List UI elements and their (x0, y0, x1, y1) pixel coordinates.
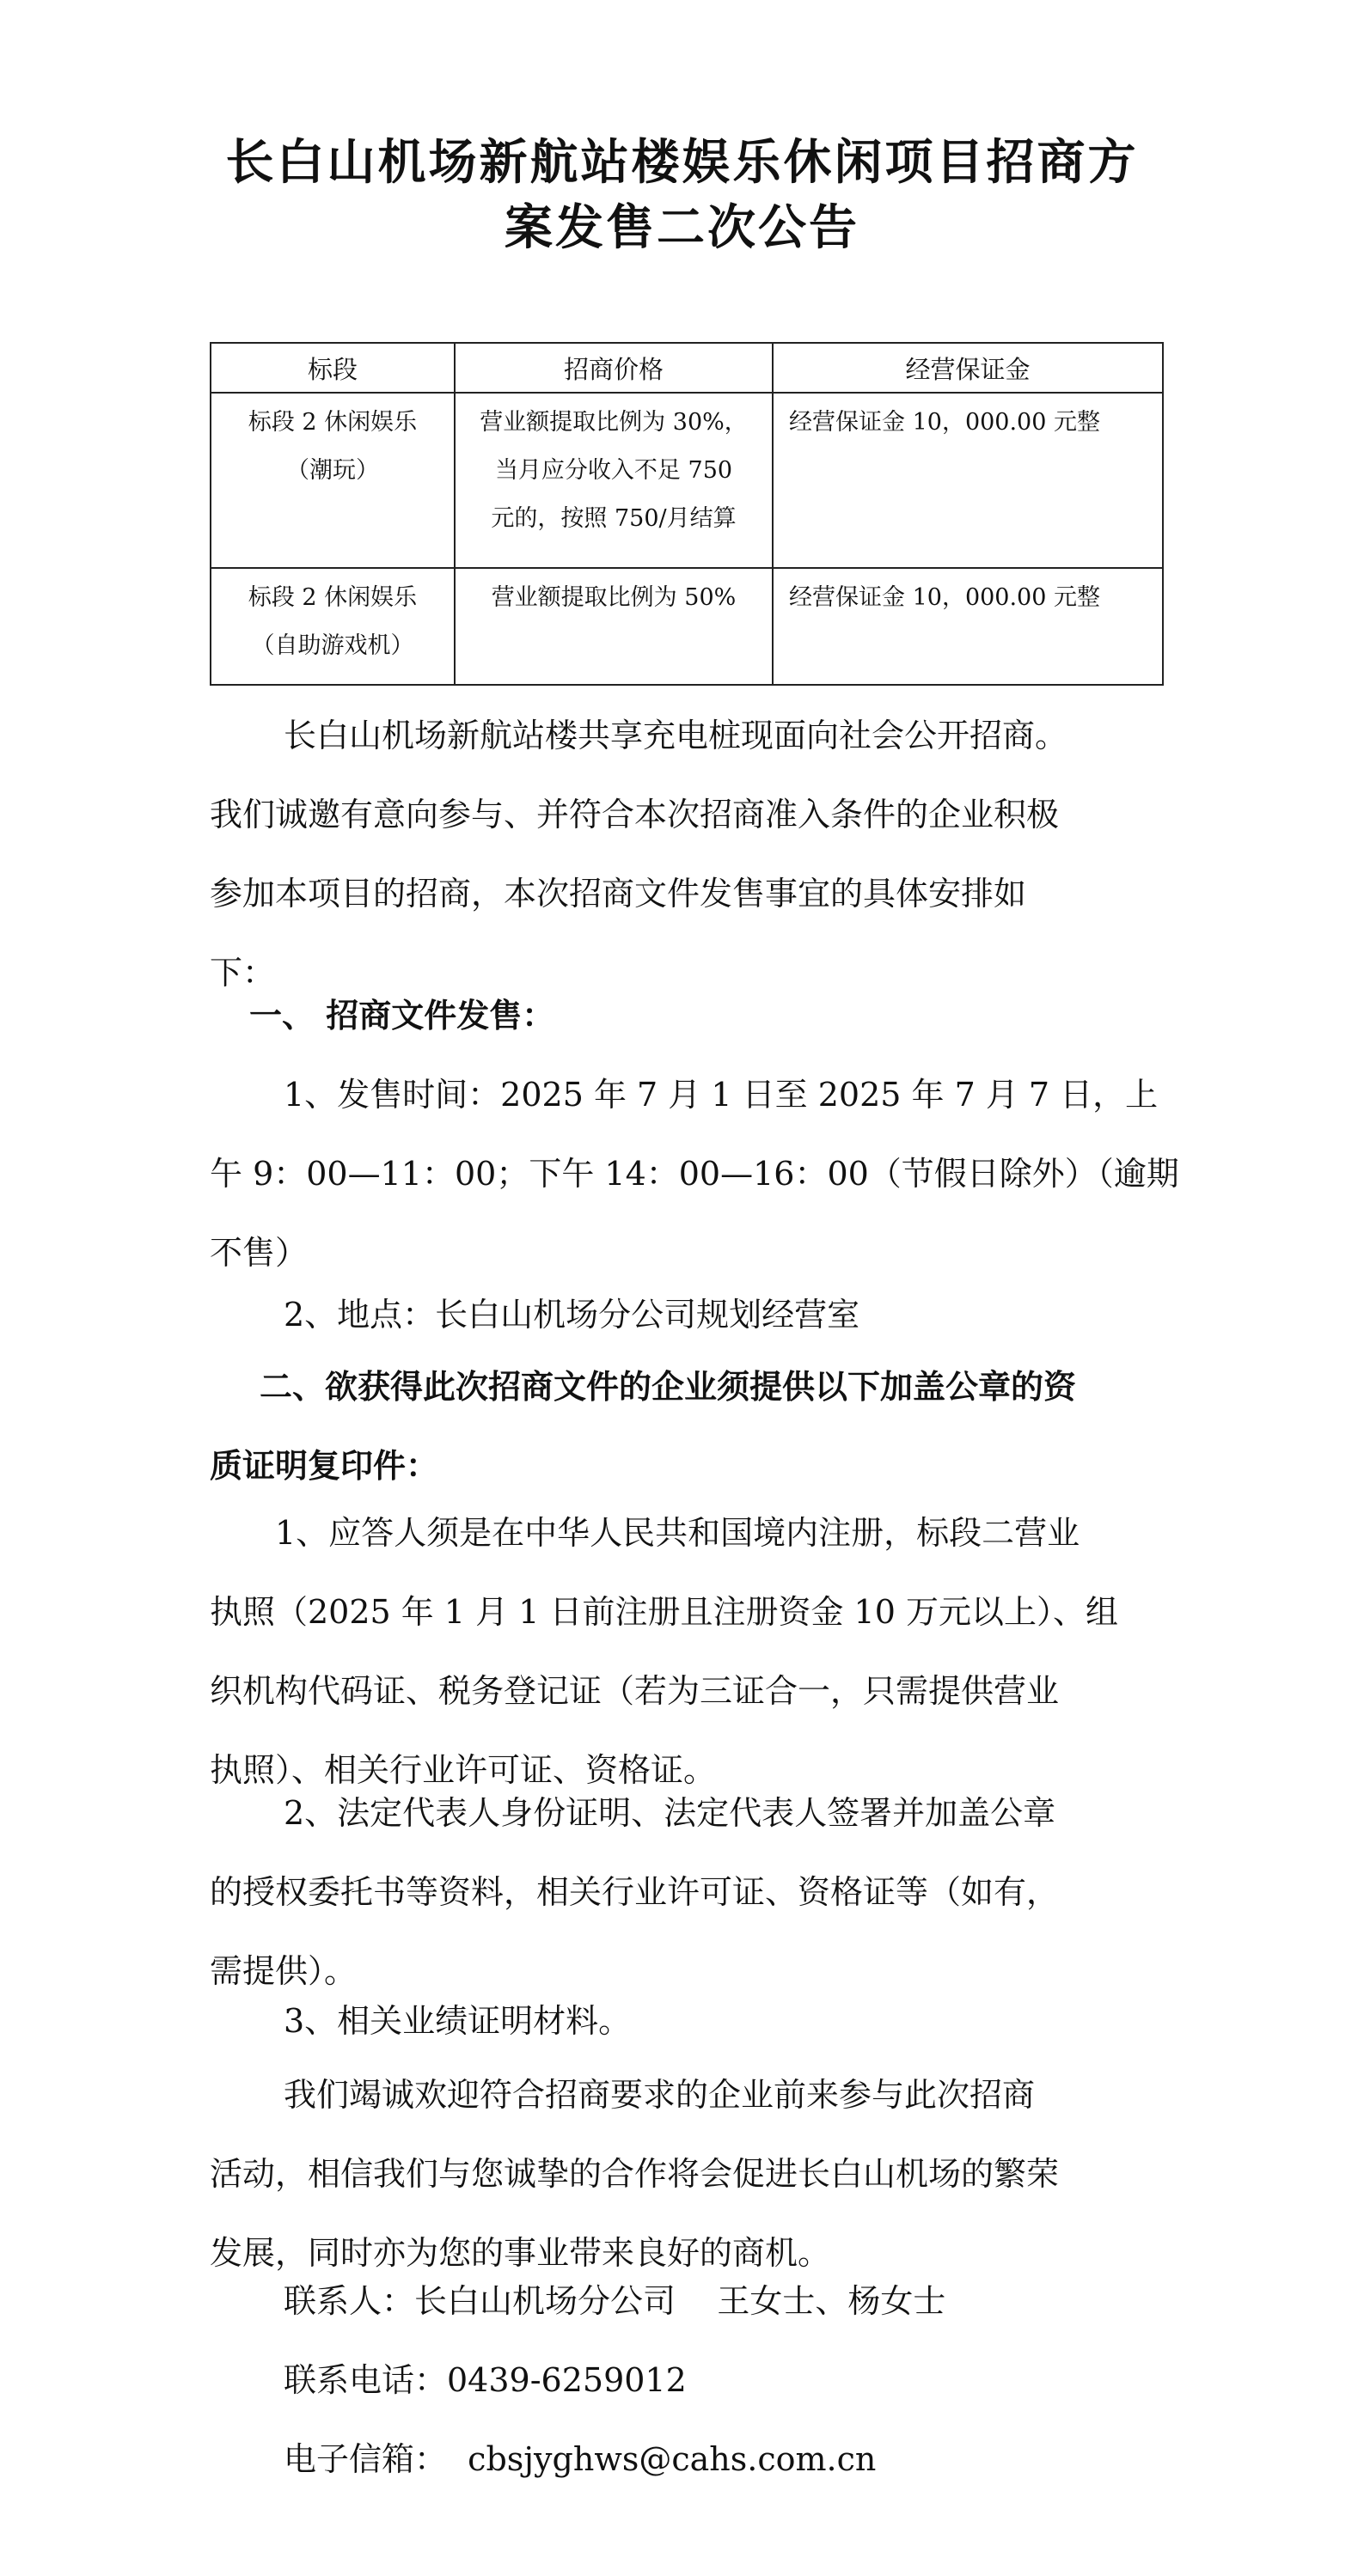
paragraph-line: 长白山机场新航站楼共享充电桩现面向社会公开招商。 (284, 717, 1068, 754)
paragraph-line: 2、法定代表人身份证明、法定代表人签署并加盖公章 (284, 1794, 1056, 1832)
header-price: 招商价格 (455, 343, 773, 393)
paragraph-line: 参加本项目的招商，本次招商文件发售事宜的具体安排如 (210, 875, 1027, 913)
paragraph-line: 不售） (210, 1234, 309, 1272)
section-2-heading (210, 1347, 1162, 1505)
section-heading: 一、 招商文件发售： (249, 996, 555, 1035)
contact-person: 联系人：长白山机场分公司 王女士、杨女士 (284, 2282, 946, 2320)
price-line: 元的，按照 750/月结算 (491, 505, 737, 532)
paragraph-line: 1、应答人须是在中华人民共和国境内注册，标段二营业 (275, 1514, 1080, 1552)
intro-paragraph (210, 696, 1162, 1012)
deposit-cell (773, 568, 1163, 685)
section-1-item-1 (210, 1055, 1179, 1292)
paragraph-line: 我们诚邀有意向参与、并符合本次招商准入条件的企业积极 (210, 796, 1060, 833)
price-line: 营业额提取比例为 50% (491, 584, 737, 611)
deposit-cell (773, 393, 1163, 568)
header-section: 标段 (211, 343, 455, 393)
header-deposit: 经营保证金 (773, 343, 1163, 393)
paragraph-line: 的授权委托书等资料，相关行业许可证、资格证等（如有， (210, 1873, 1060, 1911)
closing-paragraph (210, 2055, 1162, 2292)
paragraph-line: 下： (210, 954, 276, 992)
price-line: 营业额提取比例为 30%， (480, 409, 748, 436)
section-name: 标段 2 休闲娱乐 (248, 584, 418, 611)
price-cell (455, 393, 773, 568)
section-category: （自助游戏机） (251, 632, 414, 659)
section-heading: 质证明复印件： (210, 1446, 439, 1485)
section-cell (211, 568, 455, 685)
section-1-heading (210, 976, 1162, 1055)
paragraph-line: 1、发售时间：2025 年 7 月 1 日至 2025 年 7 月 7 日，上 (284, 1076, 1159, 1114)
table-row (211, 393, 1163, 568)
price-cell (455, 568, 773, 685)
section-category: （潮玩） (286, 457, 379, 484)
table-row (211, 568, 1163, 685)
section-2-item-1 (210, 1493, 1162, 1810)
paragraph-line: 执照（2025 年 1 月 1 日前注册且注册资金 10 万元以上）、组 (210, 1593, 1118, 1631)
paragraph-line: 3、相关业绩证明材料。 (284, 2002, 632, 2040)
table-header-row (211, 343, 1163, 393)
contact-email: 电子信箱： cbsjyghws@cahs.com.cn (284, 2440, 877, 2478)
deposit-amount: 经营保证金 10，000.00 元整 (789, 409, 1100, 436)
deposit-amount: 经营保证金 10，000.00 元整 (789, 584, 1100, 611)
document-title-line-2: 案发售二次公告 (505, 200, 859, 256)
paragraph-line: 发展，同时亦为您的事业带来良好的商机。 (210, 2234, 831, 2272)
section-2-item-3 (210, 1981, 1162, 2060)
section-name: 标段 2 休闲娱乐 (248, 409, 418, 436)
section-heading: 二、欲获得此次招商文件的企业须提供以下加盖公章的资 (260, 1367, 1077, 1406)
paragraph-line: 2、地点：长白山机场分公司规划经营室 (284, 1296, 860, 1334)
paragraph-line: 午 9：00—11：00；下午 14：00—16：00（节假日除外）（逾期 (210, 1155, 1179, 1193)
bid-sections-table (210, 342, 1164, 686)
paragraph-line: 执照）、相关行业许可证、资格证。 (210, 1751, 717, 1789)
paragraph-line: 需提供）。 (210, 1952, 358, 1990)
contact-phone: 联系电话：0439-6259012 (284, 2361, 687, 2399)
paragraph-line: 活动，相信我们与您诚挚的合作将会促进长白山机场的繁荣 (210, 2155, 1060, 2193)
paragraph-line: 织机构代码证、税务登记证（若为三证合一，只需提供营业 (210, 1672, 1060, 1710)
price-line: 当月应分收入不足 750 (494, 457, 733, 484)
paragraph-line: 我们竭诚欢迎符合招商要求的企业前来参与此次招商 (284, 2076, 1036, 2114)
document-title-line-1: 长白山机场新航站楼娱乐休闲项目招商方 (225, 135, 1139, 191)
section-cell (211, 393, 455, 568)
section-1-item-2 (210, 1275, 1162, 1354)
section-2-item-2 (210, 1773, 1162, 2011)
